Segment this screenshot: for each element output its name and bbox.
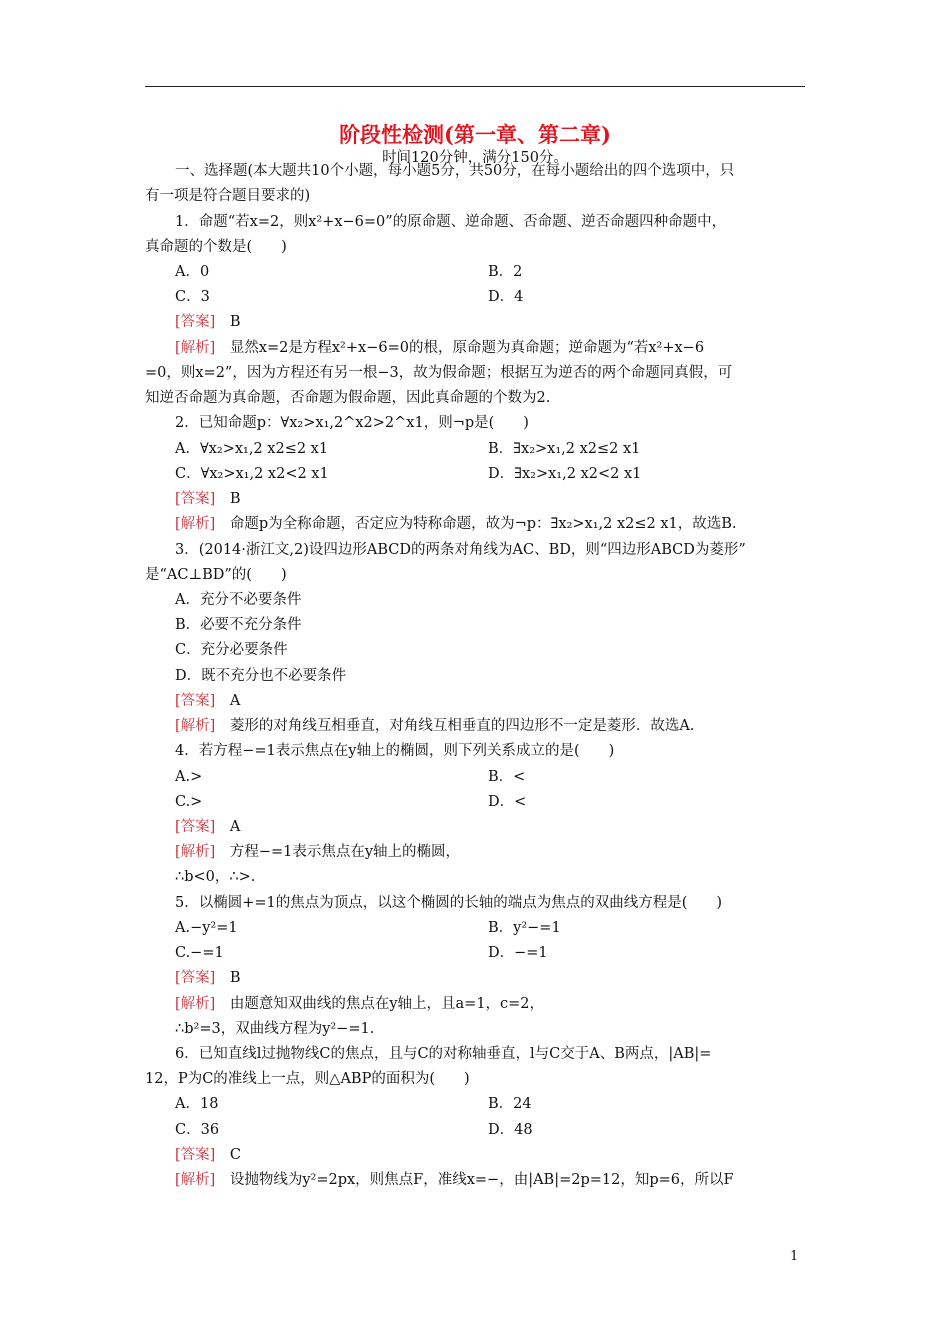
text-line [175,1168,810,1193]
answer-tag: [答案] [175,970,216,986]
text-line [175,310,810,335]
line-text: =0，则x=2”，因为方程还有另一根−3，故为假命题；根据互为逆否的两个命题同真假，可 [145,365,733,381]
line-text: A.> [175,769,203,785]
line-text: B．24 [488,1096,532,1112]
line-text: D．−=1 [488,945,548,961]
text-line [175,487,810,512]
line-text: B [215,970,241,986]
line-text: C．充分必要条件 [175,642,288,658]
line-text: 菱形的对角线互相垂直，对角线互相垂直的四边形不一定是菱形．故选A. [215,718,695,734]
line-text: 2．已知命题p：∀x₂>x₁,2^x2>2^x1，则¬p是( ) [175,415,529,431]
line-text: C．3 [175,289,210,305]
text-line [175,891,810,916]
line-text: 1．命题“若x=2，则x²+x−6=0”的原命题、逆命题、否命题、逆否命题四种命题中， [175,214,727,230]
line-text: A [215,819,241,835]
text-line [175,1143,810,1168]
text-line [175,210,810,235]
text-line [488,437,808,462]
line-text: C．36 [175,1122,220,1138]
page-title: 阶段性检测(第一章、第二章) [339,122,611,147]
line-text: 方程−=1表示焦点在y轴上的椭圆， [215,844,461,860]
text-line [488,765,808,790]
line-text: D．既不充分也不必要条件 [175,668,347,684]
line-text: 真命题的个数是( ) [145,239,287,255]
line-text: ∴b²=3，双曲线方程为y²−=1. [175,1021,375,1037]
text-line [175,865,810,890]
text-line [175,1042,810,1067]
line-text: 知逆否命题为真命题，否命题为假命题，因此真命题的个数为2. [145,390,551,406]
text-line [145,235,810,260]
line-text: B [215,491,241,507]
line-text: 12，P为C的准线上一点，则△ABP的面积为( ) [145,1071,470,1087]
text-line [175,689,810,714]
line-text: 设抛物线为y²=2px，则焦点F，准线x=−，由|AB|=2p=12，知p=6，所以F [215,1172,734,1188]
answer-tag: [答案] [175,819,216,835]
text-line [175,815,810,840]
line-text: C.> [175,794,203,810]
text-line [175,512,810,537]
line-text: 5．以椭圆+=1的焦点为顶点，以这个椭圆的长轴的端点为焦点的双曲线方程是( ) [175,895,723,911]
line-text: ∴b<0，∴>. [175,869,256,885]
line-text: 由题意知双曲线的焦点在y轴上，且a=1，c=2， [215,996,545,1012]
line-text: D．4 [488,289,524,305]
text-line [175,992,810,1017]
line-text: 是“AC⊥BD”的( ) [145,567,287,583]
line-text: D．48 [488,1122,533,1138]
line-text: D．< [488,794,527,810]
line-text: C [215,1147,241,1163]
header-rule [145,86,805,87]
line-text: 一、选择题(本大题共10个小题，每小题5分，共50分，在每小题给出的四个选项中，只 [175,163,735,179]
answer-tag: [答案] [175,693,216,709]
line-text: B．2 [488,264,523,280]
line-text: 3．(2014·浙江文,2)设四边形ABCD的两条对角线为AC、BD，则“四边形ABCD为菱形” [175,542,746,558]
text-line [488,260,808,285]
text-line [175,840,810,865]
text-line [175,159,810,184]
line-text: A．∀x₂>x₁,2 x2≤2 x1 [175,441,329,457]
line-text: B．< [488,769,526,785]
text-line [175,714,810,739]
text-line [488,790,808,815]
text-line [488,916,808,941]
text-line [175,588,810,613]
line-text: D．∃x₂>x₁,2 x2<2 x1 [488,466,642,482]
text-line [175,336,810,361]
line-text: A．充分不必要条件 [175,592,302,608]
analysis-tag: [解析] [175,340,216,356]
text-line [175,638,810,663]
line-text: 4．若方程−=1表示焦点在y轴上的椭圆，则下列关系成立的是( ) [175,743,615,759]
text-line [488,1092,808,1117]
text-line [175,411,810,436]
text-line [175,613,810,638]
analysis-tag: [解析] [175,718,216,734]
analysis-tag: [解析] [175,996,216,1012]
text-line [145,386,810,411]
text-line [145,184,810,209]
line-text: B．∃x₂>x₁,2 x2≤2 x1 [488,441,641,457]
text-line [175,739,810,764]
analysis-tag: [解析] [175,1172,216,1188]
line-text: A [215,693,241,709]
text-line [175,538,810,563]
text-line [175,1017,810,1042]
line-text: A．0 [175,264,210,280]
analysis-tag: [解析] [175,516,216,532]
answer-tag: [答案] [175,491,216,507]
text-line [175,966,810,991]
text-line [145,563,810,588]
line-text: 显然x=2是方程x²+x−6=0的根，原命题为真命题；逆命题为“若x²+x−6 [215,340,705,356]
answer-tag: [答案] [175,1147,216,1163]
text-line [488,462,808,487]
line-text: 6．已知直线l过抛物线C的焦点，且与C的对称轴垂直，l与C交于A、B两点，|AB|= [175,1046,712,1062]
line-text: B．必要不充分条件 [175,617,302,633]
page-subtitle: 时间120分钟，满分150分。 [382,150,568,166]
line-text: A.−y²=1 [175,920,238,936]
line-text: 命题p为全称命题，否定应为特称命题，故为¬p：∃x₂>x₁,2 x2≤2 x1，故选B. [215,516,737,532]
text-line [488,1118,808,1143]
line-text: A．18 [175,1096,219,1112]
text-line [145,361,810,386]
line-text: 有一项是符合题目要求的) [145,188,311,204]
text-line [145,1067,810,1092]
text-line [175,664,810,689]
line-text: C.−=1 [175,945,224,961]
text-line [488,941,808,966]
answer-tag: [答案] [175,314,216,330]
page-number: 1 [790,1249,799,1264]
analysis-tag: [解析] [175,844,216,860]
line-text: B [215,314,241,330]
text-line [488,285,808,310]
line-text: C．∀x₂>x₁,2 x2<2 x1 [175,466,329,482]
line-text: B．y²−=1 [488,920,561,936]
